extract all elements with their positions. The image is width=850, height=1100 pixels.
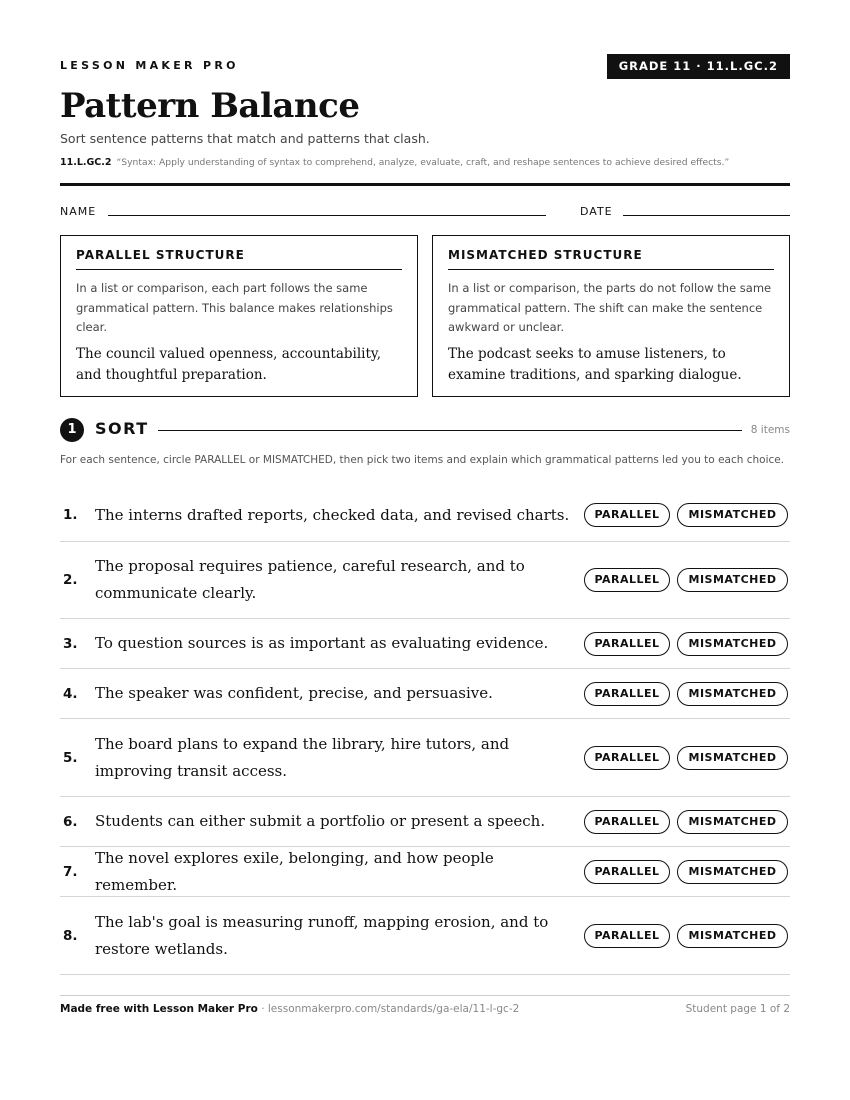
mismatched-choice-button[interactable]: MISMATCHED bbox=[677, 860, 788, 884]
item-number: 5. bbox=[63, 749, 78, 766]
item-sentence: The interns drafted reports, checked data, and revised charts. bbox=[95, 505, 570, 524]
item-number: 6. bbox=[63, 813, 78, 830]
item-sentence: The speaker was confident, precise, and persuasive. bbox=[95, 684, 493, 702]
choice-group bbox=[584, 503, 788, 527]
item-sentence: To question sources is as important as evaluating evidence. bbox=[95, 634, 549, 652]
parallel-choice-button[interactable]: PARALLEL bbox=[584, 746, 670, 770]
date-field[interactable] bbox=[623, 215, 790, 216]
footer-made-with: Made free with Lesson Maker Pro bbox=[60, 1003, 258, 1015]
parallel-choice-button[interactable]: PARALLEL bbox=[584, 860, 670, 884]
mismatched-choice-button[interactable]: MISMATCHED bbox=[677, 924, 788, 948]
page-subtitle: Sort sentence patterns that match and patterns that clash. bbox=[60, 131, 430, 146]
choice-group bbox=[584, 746, 788, 770]
grade-badge: GRADE 11 · 11.L.GC.2 bbox=[607, 54, 790, 79]
section-divider bbox=[158, 430, 742, 431]
brand-name: LESSON MAKER PRO bbox=[60, 59, 239, 72]
item-number: 3. bbox=[63, 635, 78, 652]
item-sentence: The lab's goal is measuring runoff, mapping erosion, and to restore wetlands. bbox=[95, 912, 549, 958]
sort-item bbox=[60, 719, 790, 797]
sort-item bbox=[60, 489, 790, 542]
footer-url: · lessonmakerpro.com/standards/ga-ela/11-l-gc-2 bbox=[257, 1003, 520, 1015]
definition-text: In a list or comparison, each part follows the same grammatical pattern. This balance makes relationships clear. bbox=[76, 281, 393, 334]
footer-divider bbox=[60, 995, 790, 996]
section-item-count: 8 items bbox=[750, 424, 790, 436]
standard-text: “Syntax: Apply understanding of syntax to comprehend, analyze, evaluate, craft, and reshape sentences to achieve desired effects.” bbox=[116, 157, 730, 168]
item-sentence: The board plans to expand the library, hire tutors, and improving transit access. bbox=[95, 734, 510, 780]
sort-item bbox=[60, 619, 790, 669]
sort-item bbox=[60, 847, 790, 897]
mismatched-choice-button[interactable]: MISMATCHED bbox=[677, 568, 788, 592]
sort-item-list bbox=[60, 489, 790, 975]
item-number: 4. bbox=[63, 685, 78, 702]
mismatched-choice-button[interactable]: MISMATCHED bbox=[677, 632, 788, 656]
item-sentence: The novel explores exile, belonging, and how people remember. bbox=[95, 848, 494, 894]
mismatched-choice-button[interactable]: MISMATCHED bbox=[677, 810, 788, 834]
footer-page-number: Student page 1 of 2 bbox=[685, 1003, 790, 1015]
parallel-choice-button[interactable]: PARALLEL bbox=[584, 810, 670, 834]
section-instructions: For each sentence, circle PARALLEL or MISMATCHED, then pick two items and explain which grammatical patterns led you to each choice. bbox=[60, 454, 785, 466]
parallel-choice-button[interactable]: PARALLEL bbox=[584, 682, 670, 706]
standard-line bbox=[60, 157, 729, 168]
page-title: Pattern Balance bbox=[60, 86, 360, 126]
parallel-choice-button[interactable]: PARALLEL bbox=[584, 924, 670, 948]
item-number: 1. bbox=[63, 507, 78, 523]
item-sentence: The proposal requires patience, careful research, and to communicate clearly. bbox=[95, 557, 525, 602]
choice-group bbox=[584, 568, 788, 592]
mismatched-choice-button[interactable]: MISMATCHED bbox=[677, 503, 788, 527]
parallel-choice-button[interactable]: PARALLEL bbox=[584, 632, 670, 656]
definition-title: MISMATCHED STRUCTURE bbox=[448, 248, 774, 270]
definition-example: The council valued openness, accountability, and thoughtful preparation. bbox=[76, 345, 382, 383]
mismatched-choice-button[interactable]: MISMATCHED bbox=[677, 746, 788, 770]
choice-group bbox=[584, 682, 788, 706]
mismatched-choice-button[interactable]: MISMATCHED bbox=[677, 682, 788, 706]
item-sentence: Students can either submit a portfolio or present a speech. bbox=[95, 812, 546, 830]
definition-text: In a list or comparison, the parts do not follow the same grammatical pattern. The shift can make the sentence awkward or unclear. bbox=[448, 281, 772, 334]
choice-group bbox=[584, 632, 788, 656]
item-number: 7. bbox=[63, 863, 78, 880]
item-number: 8. bbox=[63, 927, 78, 944]
item-number: 2. bbox=[63, 572, 78, 588]
header-divider bbox=[60, 183, 790, 186]
section-title: SORT bbox=[95, 419, 149, 438]
worksheet-page bbox=[60, 0, 790, 1100]
sort-item bbox=[60, 669, 790, 719]
sort-item bbox=[60, 797, 790, 847]
choice-group bbox=[584, 924, 788, 948]
parallel-choice-button[interactable]: PARALLEL bbox=[584, 503, 670, 527]
mismatched-definition-box bbox=[432, 235, 790, 397]
footer-credit bbox=[60, 1003, 519, 1015]
date-label: DATE bbox=[580, 205, 613, 218]
name-field[interactable] bbox=[108, 215, 546, 216]
standard-code: 11.L.GC.2 bbox=[60, 157, 112, 168]
choice-group bbox=[584, 810, 788, 834]
name-label: NAME bbox=[60, 205, 97, 218]
parallel-definition-box bbox=[60, 235, 418, 397]
sort-item bbox=[60, 897, 790, 975]
section-number-badge: 1 bbox=[60, 418, 84, 442]
definition-example: The podcast seeks to amuse listeners, to examine traditions, and sparking dialogue. bbox=[448, 345, 742, 383]
parallel-choice-button[interactable]: PARALLEL bbox=[584, 568, 670, 592]
sort-item bbox=[60, 542, 790, 619]
definition-title: PARALLEL STRUCTURE bbox=[76, 248, 402, 270]
choice-group bbox=[584, 860, 788, 884]
